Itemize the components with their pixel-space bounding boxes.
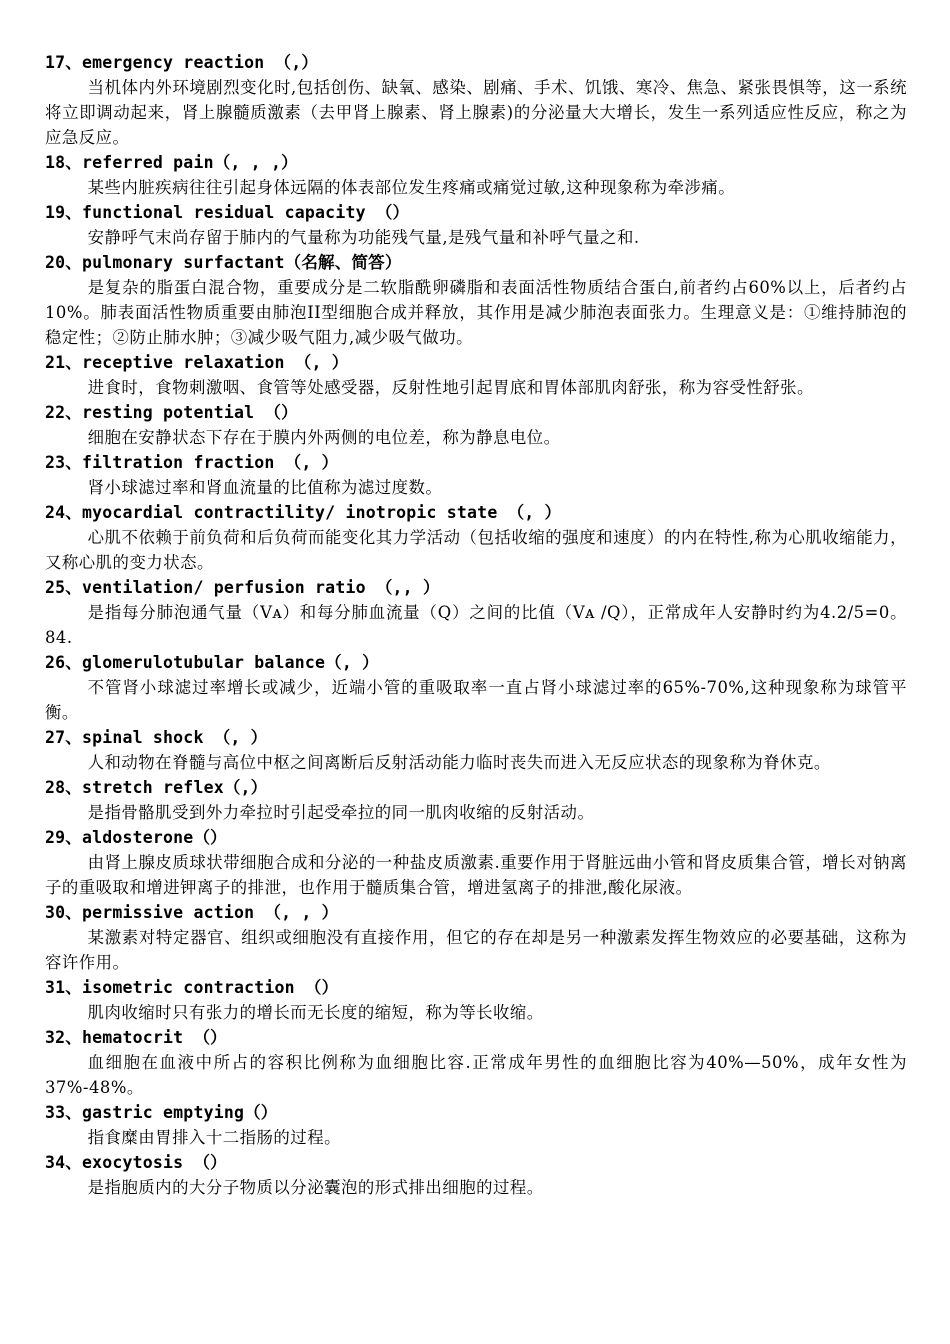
term-definition: 某激素对特定器官、组织或细胞没有直接作用，但它的存在却是另一种激素发挥生物效应的必要基础，这称为容许作用。: [45, 928, 907, 972]
glossary-entry-17: [45, 50, 907, 150]
term-heading: 34、exocytosis （）: [45, 1153, 227, 1172]
term-definition: 由肾上腺皮质球状带细胞合成和分泌的一种盐皮质激素.重要作用于肾脏远曲小管和肾皮质集合管，增长对钠离子的重吸取和增进钾离子的排泄，也作用于髓质集合管，增进氢离子的排泄,酸化尿液。: [45, 853, 907, 897]
glossary-entry-22: [45, 400, 907, 450]
glossary-entry-32: [45, 1025, 907, 1100]
glossary-entry-34: [45, 1150, 907, 1200]
term-definition: 心肌不依赖于前负荷和后负荷而能变化其力学活动（包括收缩的强度和速度）的内在特性,称为心肌收缩能力，又称心肌的变力状态。: [45, 528, 907, 572]
term-heading: 21、receptive relaxation （, ）: [45, 353, 349, 372]
term-definition: 是指胞质内的大分子物质以分泌囊泡的形式排出细胞的过程。: [87, 1178, 544, 1197]
term-heading: 33、gastric emptying（）: [45, 1103, 278, 1122]
term-heading: 24、myocardial contractility/ inotropic state （, ）: [45, 503, 562, 522]
glossary-entry-26: [45, 650, 907, 725]
term-definition: 肌肉收缩时只有张力的增长而无长度的缩短，称为等长收缩。: [87, 1003, 544, 1022]
glossary-entry-31: [45, 975, 907, 1025]
glossary-entry-24: [45, 500, 907, 575]
term-definition: 某些内脏疾病往往引起身体远隔的体表部位发生疼痛或痛觉过敏,这种现象称为牵涉痛。: [87, 178, 736, 197]
glossary-entry-19: [45, 200, 907, 250]
glossary-entry-21: [45, 350, 907, 400]
term-heading: 17、emergency reaction （,）: [45, 53, 319, 72]
term-definition: 细胞在安静状态下存在于膜内外两侧的电位差，称为静息电位。: [87, 428, 561, 447]
document-body: [45, 50, 907, 1200]
term-heading: 22、resting potential （）: [45, 403, 298, 422]
glossary-entry-23: [45, 450, 907, 500]
term-heading: 25、ventilation/ perfusion ratio （,, ）: [45, 578, 440, 597]
term-definition: 是指骨骼肌受到外力牵拉时引起受牵拉的同一肌肉收缩的反射活动。: [87, 803, 595, 822]
term-definition: 人和动物在脊髓与高位中枢之间离断后反射活动能力临时丧失而进入无反应状态的现象称为脊休克。: [87, 753, 831, 772]
term-heading: 26、glomerulotubular balance（, ）: [45, 653, 379, 672]
term-definition: 进食时，食物刺激咽、食管等处感受器，反射性地引起胃底和胃体部肌肉舒张，称为容受性舒张。: [87, 378, 814, 397]
glossary-entry-25: [45, 575, 907, 650]
glossary-entry-33: [45, 1100, 907, 1150]
glossary-entry-30: [45, 900, 907, 975]
term-heading: 19、functional residual capacity （）: [45, 203, 410, 222]
term-definition: 肾小球滤过率和肾血流量的比值称为滤过度数。: [87, 478, 443, 497]
glossary-entry-28: [45, 775, 907, 825]
term-definition: 指食糜由胃排入十二指肠的过程。: [87, 1128, 341, 1147]
term-heading: 27、spinal shock （, ）: [45, 728, 268, 747]
term-definition: 安静呼气末尚存留于肺内的气量称为功能残气量,是残气量和补呼气量之和.: [87, 228, 640, 247]
term-heading: 28、stretch reflex（,）: [45, 778, 268, 797]
term-definition: 血细胞在血液中所占的容积比例称为血细胞比容.正常成年男性的血细胞比容为40%—50%，成年女性为37%-48%。: [45, 1053, 907, 1097]
term-heading: 31、isometric contraction （）: [45, 978, 339, 997]
glossary-entry-29: [45, 825, 907, 900]
glossary-entry-20: [45, 250, 907, 350]
term-definition: 当机体内外环境剧烈变化时,包括创伤、缺氧、感染、剧痛、手术、饥饿、寒冷、焦急、紧张畏惧等，这一系统将立即调动起来，肾上腺髓质激素（去甲肾上腺素、肾上腺素)的分泌量大大增长，发生一系列适应性反应，称之为应急反应。: [45, 78, 907, 147]
term-heading: 29、aldosterone（）: [45, 828, 227, 847]
glossary-entry-18: [45, 150, 907, 200]
term-heading: 30、permissive action （, , ）: [45, 903, 339, 922]
glossary-entry-27: [45, 725, 907, 775]
term-heading: 18、referred pain（, , ,）: [45, 153, 298, 172]
term-definition: 不管肾小球滤过率增长或减少，近端小管的重吸取率一直占肾小球滤过率的65%-70%,这种现象称为球管平衡。: [45, 678, 907, 722]
term-definition: 是指每分肺泡通气量（Vᴀ）和每分肺血流量（Q）之间的比值（Vᴀ /Q），正常成年人安静时约为4.2/5=0。84.: [45, 603, 907, 647]
term-heading: 23、filtration fraction （, ）: [45, 453, 339, 472]
term-definition: 是复杂的脂蛋白混合物，重要成分是二软脂酰卵磷脂和表面活性物质结合蛋白,前者约占60%以上，后者约占10%。肺表面活性物质重要由肺泡II型细胞合成并释放，其作用是减少肺泡表面张力。生理意义是：①维持肺泡的稳定性；②防止肺水肿；③减少吸气阻力,减少吸气做功。: [45, 278, 907, 347]
term-heading: 20、pulmonary surfactant（名解、简答）: [45, 253, 402, 272]
term-heading: 32、hematocrit （）: [45, 1028, 227, 1047]
